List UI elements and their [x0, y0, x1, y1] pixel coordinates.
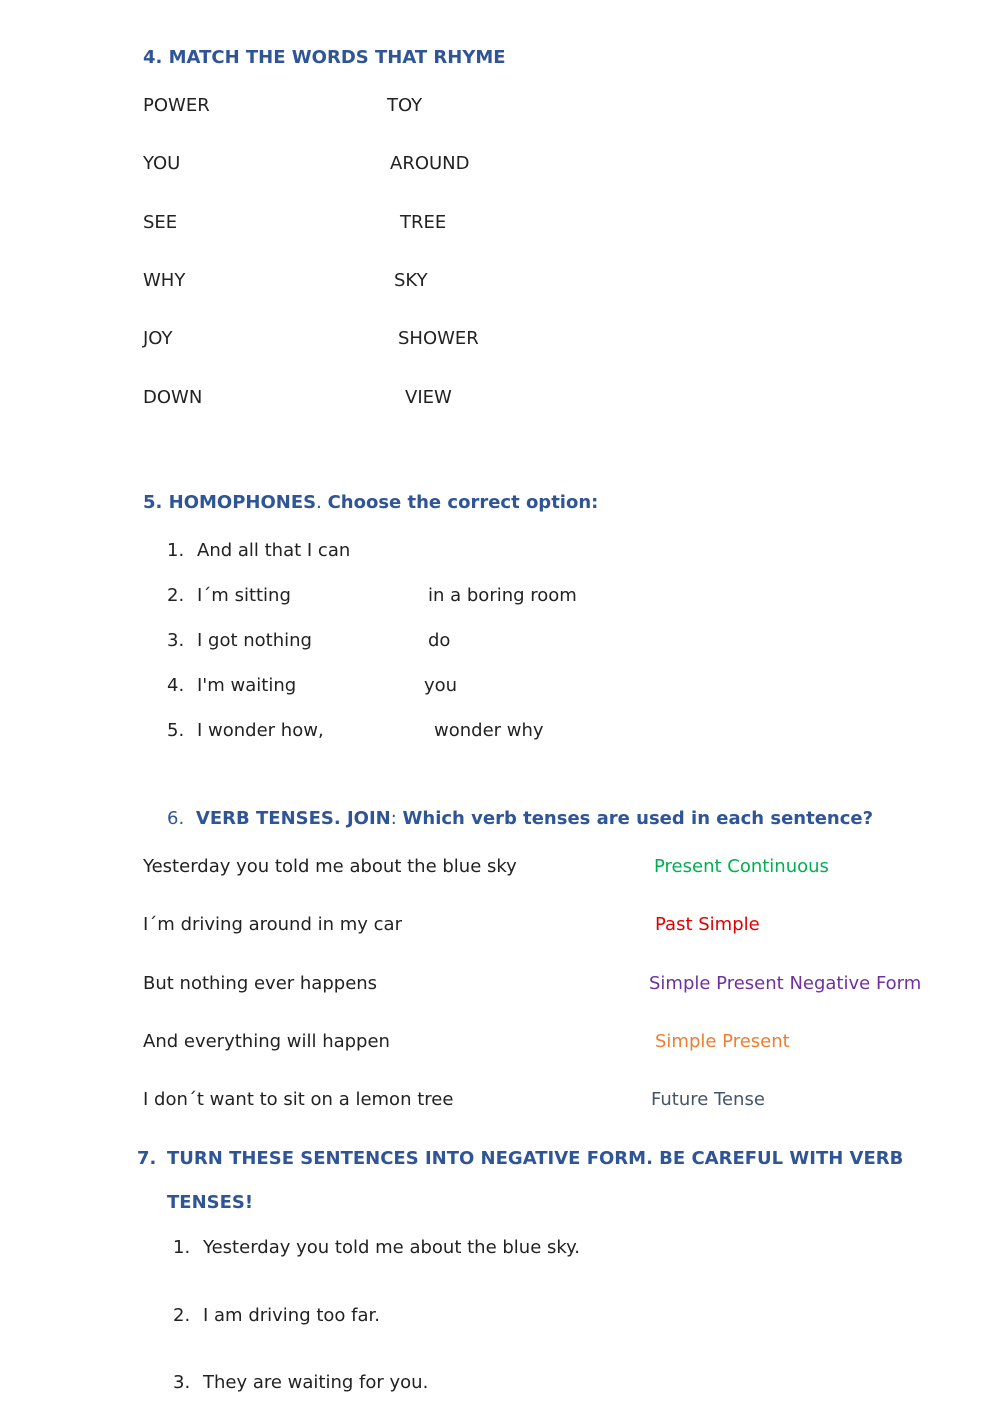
section-6-number: 6. [167, 808, 185, 829]
tense-sentence[interactable]: I don´t want to sit on a lemon tree [143, 1089, 454, 1110]
homophone-item-text-after: you [424, 675, 458, 696]
rhyme-right-word[interactable]: AROUND [390, 153, 470, 174]
rhyme-left-word: POWER [143, 95, 210, 116]
section-6-title-bold: VERB TENSES. JOIN [195, 808, 391, 829]
rhyme-left-word: JOY [143, 328, 173, 349]
negative-item-number: 1. [173, 1237, 191, 1258]
homophone-item-number: 4. [167, 675, 185, 696]
section-7-number: 7. [137, 1148, 157, 1169]
rhyme-right-word[interactable]: TREE [400, 212, 447, 233]
section-5-title [143, 492, 598, 514]
negative-item-text: I am driving too far. [203, 1305, 380, 1326]
section-6-title-rest: Which verb tenses are used in each sentence? [402, 808, 874, 829]
rhyme-left-word: WHY [143, 270, 186, 291]
rhyme-left-word: YOU [143, 153, 181, 174]
rhyme-right-word[interactable]: SHOWER [398, 328, 479, 349]
homophone-item-text-after: wonder why [434, 720, 544, 741]
negative-item-number: 3. [173, 1372, 191, 1393]
homophone-item-number: 1. [167, 540, 185, 561]
section-5-title-rest: Choose the correct option: [327, 492, 599, 513]
homophone-item-number: 2. [167, 585, 185, 606]
homophone-item-text: And all that I can [197, 540, 351, 561]
section-5-title-dot: . [316, 492, 322, 513]
homophone-item-text: I got nothing [197, 630, 312, 651]
section-5-title-bold: 5. HOMOPHONES [143, 492, 317, 513]
rhyme-right-word[interactable]: TOY [387, 95, 423, 116]
negative-item-number: 2. [173, 1305, 191, 1326]
homophone-item-text-after: in a boring room [428, 585, 577, 606]
rhyme-left-word: DOWN [143, 387, 203, 408]
tense-sentence[interactable]: Yesterday you told me about the blue sky [143, 856, 517, 877]
tense-label[interactable]: Present Continuous [654, 856, 829, 877]
section-4-title: 4. MATCH THE WORDS THAT RHYME [143, 47, 506, 68]
homophone-item-text-after: do [428, 630, 451, 651]
rhyme-right-word[interactable]: SKY [394, 270, 428, 291]
section-7-title-line2: TENSES! [167, 1192, 254, 1213]
tense-sentence[interactable]: I´m driving around in my car [143, 914, 402, 935]
rhyme-left-word: SEE [143, 212, 178, 233]
section-7-title-line1: TURN THESE SENTENCES INTO NEGATIVE FORM. BE CAREFUL WITH VERB [167, 1148, 904, 1169]
negative-item-text: Yesterday you told me about the blue sky. [203, 1237, 580, 1258]
negative-item-text: They are waiting for you. [203, 1372, 429, 1393]
tense-label[interactable]: Simple Present [655, 1031, 790, 1052]
section-6-title [167, 808, 873, 830]
tense-sentence[interactable]: But nothing ever happens [143, 973, 378, 994]
rhyme-right-word[interactable]: VIEW [405, 387, 452, 408]
tense-label[interactable]: Future Tense [651, 1089, 765, 1110]
tense-label[interactable]: Simple Present Negative Form [649, 973, 922, 994]
section-6-title-colon: : [390, 808, 397, 829]
tense-label[interactable]: Past Simple [655, 914, 760, 935]
homophone-item-number: 5. [167, 720, 185, 741]
homophone-item-text: I´m sitting [197, 585, 291, 606]
homophone-item-text: I wonder how, [197, 720, 324, 741]
homophone-item-number: 3. [167, 630, 185, 651]
homophone-item-text: I'm waiting [197, 675, 297, 696]
tense-sentence[interactable]: And everything will happen [143, 1031, 390, 1052]
